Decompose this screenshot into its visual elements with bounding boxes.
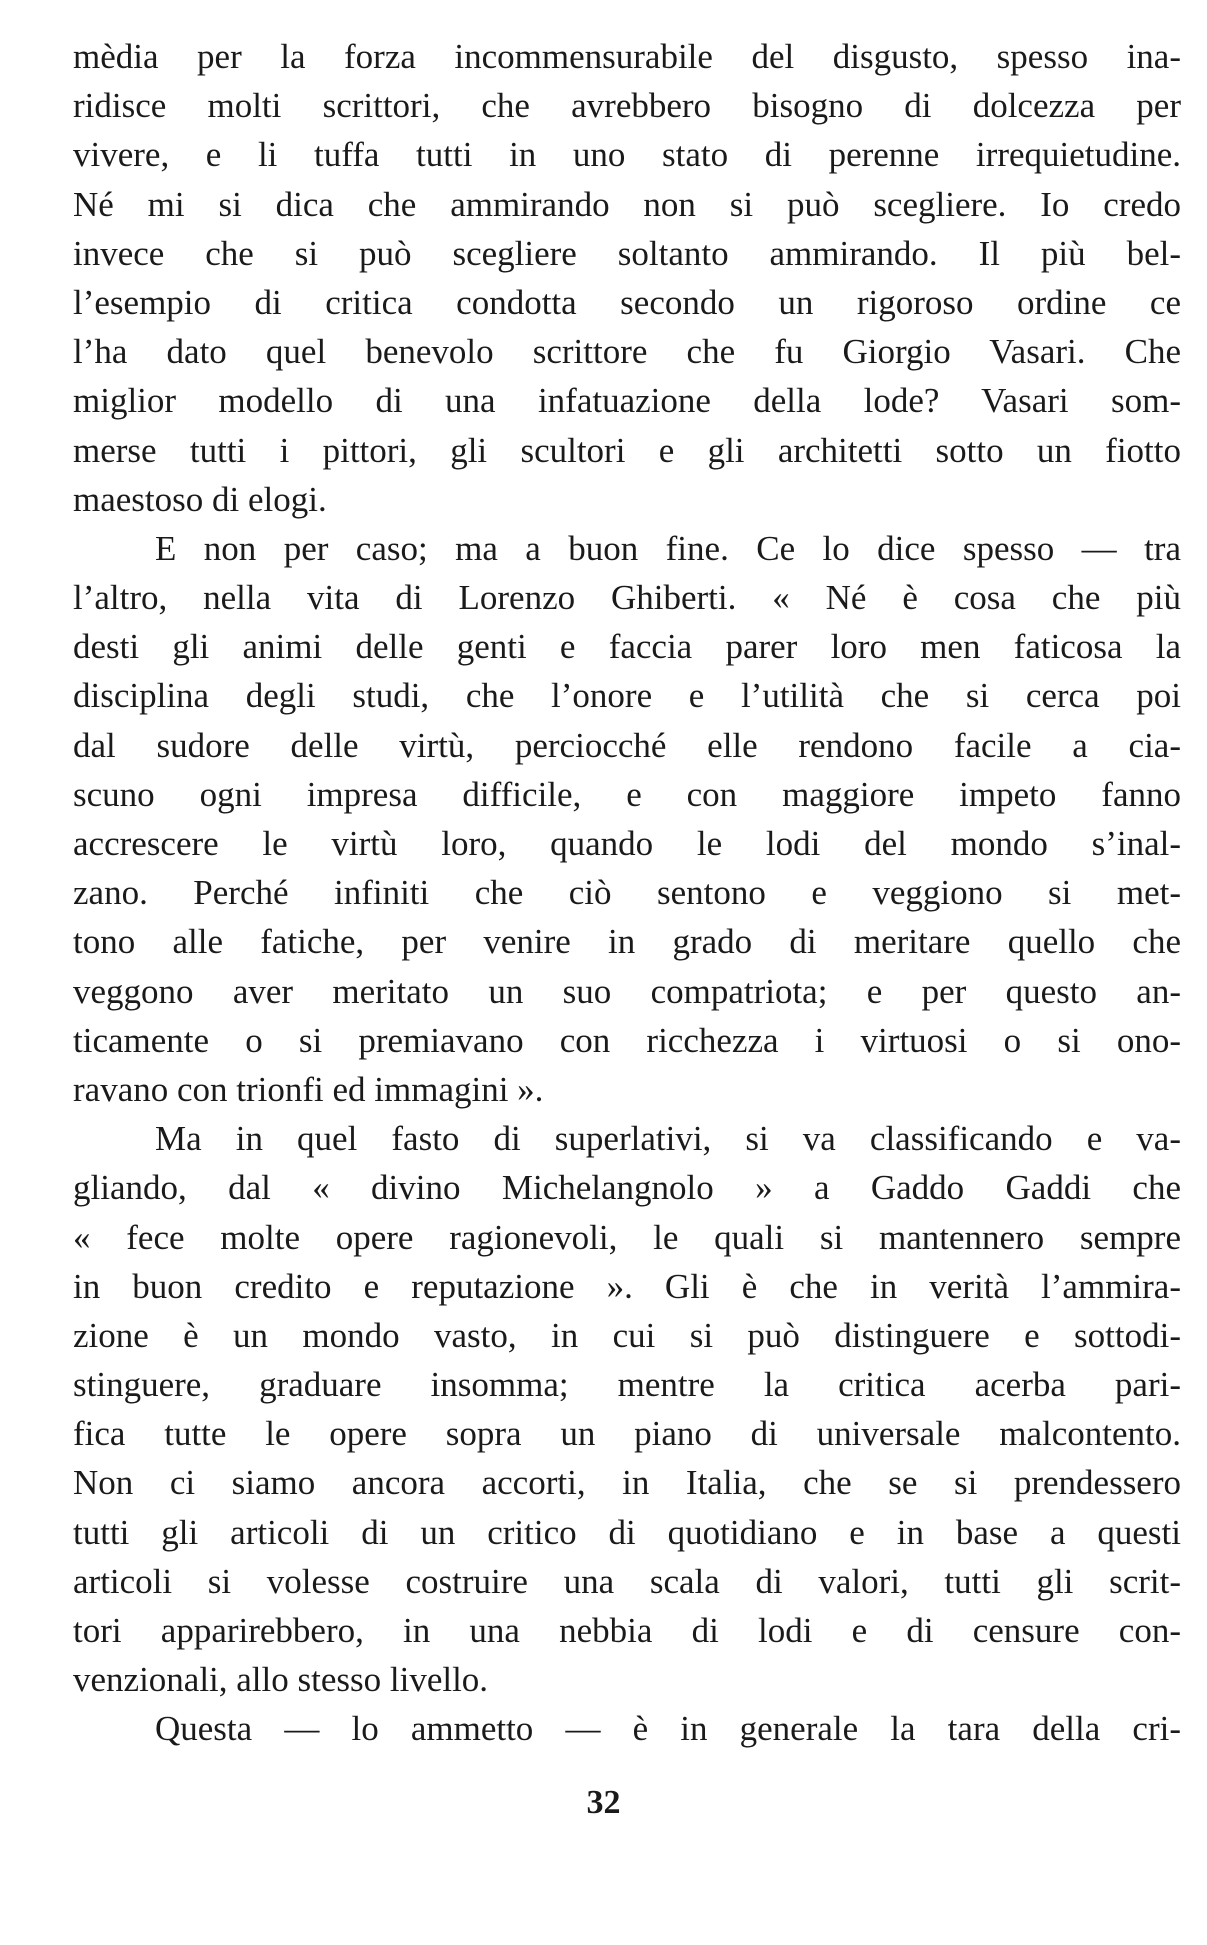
text-line: merse tutti i pittori, gli scultori e gli architetti sotto un fiotto <box>73 430 1181 470</box>
text-line: mèdia per la forza incommensurabile del disgusto, spesso ina- <box>73 37 1181 76</box>
text-line: l’ha dato quel benevolo scrittore che fu Giorgio Vasari. Che <box>73 332 1181 372</box>
text-line: Né mi si dica che ammirando non si può scegliere. Io credo <box>73 184 1181 224</box>
text-line: ravano con trionfi ed immagini ». <box>73 1069 544 1109</box>
page-number: 32 <box>586 1784 621 1821</box>
text-line: zano. Perché infiniti che ciò sentono e veggiono si met- <box>73 873 1181 913</box>
text-line: miglior modello di una infatuazione della lode? Vasari som- <box>73 381 1181 421</box>
text-line: ticamente o si premiavano con ricchezza i virtuosi o si ono- <box>73 1020 1181 1060</box>
text-line: E non per caso; ma a buon fine. Ce lo dice spesso — tra <box>155 528 1181 568</box>
text-line: in buon credito e reputazione ». Gli è che in verità l’ammira- <box>73 1266 1181 1306</box>
text-line: gliando, dal « divino Michelangnolo » a Gaddo Gaddi che <box>73 1168 1181 1208</box>
text-line: Questa — lo ammetto — è in generale la tara della cri- <box>155 1709 1181 1749</box>
text-line: zione è un mondo vasto, in cui si può distinguere e sottodi- <box>73 1315 1181 1355</box>
text-line: dal sudore delle virtù, perciocché elle rendono facile a cia- <box>73 725 1181 765</box>
text-line: fica tutte le opere sopra un piano di universale malcontento. <box>73 1414 1181 1454</box>
text-line: veggono aver meritato un suo compatriota; e per questo an- <box>73 971 1181 1011</box>
text-line: l’altro, nella vita di Lorenzo Ghiberti. « Né è cosa che più <box>73 578 1181 618</box>
text-line: articoli si volesse costruire una scala di valori, tutti gli scrit- <box>73 1561 1181 1601</box>
text-line: maestoso di elogi. <box>73 479 327 519</box>
text-line: Ma in quel fasto di superlativi, si va classificando e va- <box>155 1119 1181 1159</box>
text-line: disciplina degli studi, che l’onore e l’utilità che si cerca poi <box>73 676 1181 716</box>
page-text <box>73 32 1181 1754</box>
text-line: Non ci siamo ancora accorti, in Italia, che se si prendessero <box>73 1463 1181 1503</box>
text-line: desti gli animi delle genti e faccia parer loro men faticosa la <box>73 627 1181 667</box>
text-line: l’esempio di critica condotta secondo un rigoroso ordine ce <box>73 282 1181 322</box>
text-line: stinguere, graduare insomma; mentre la critica acerba pari- <box>73 1365 1181 1405</box>
text-line: tono alle fatiche, per venire in grado di meritare quello che <box>73 922 1181 962</box>
text-line: scuno ogni impresa difficile, e con maggiore impeto fanno <box>73 774 1181 814</box>
text-line: invece che si può scegliere soltanto ammirando. Il più bel- <box>73 233 1181 273</box>
text-line: « fece molte opere ragionevoli, le quali si mantennero sempre <box>73 1217 1181 1257</box>
text-line: tutti gli articoli di un critico di quotidiano e in base a questi <box>73 1512 1181 1552</box>
text-line: venzionali, allo stesso livello. <box>73 1660 489 1700</box>
text-line: ridisce molti scrittori, che avrebbero bisogno di dolcezza per <box>73 86 1181 126</box>
text-line: tori apparirebbero, in una nebbia di lodi e di censure con- <box>73 1611 1181 1650</box>
text-line: vivere, e li tuffa tutti in uno stato di perenne irrequietudine. <box>73 135 1181 175</box>
text-line: accrescere le virtù loro, quando le lodi del mondo s’inal- <box>73 824 1181 863</box>
